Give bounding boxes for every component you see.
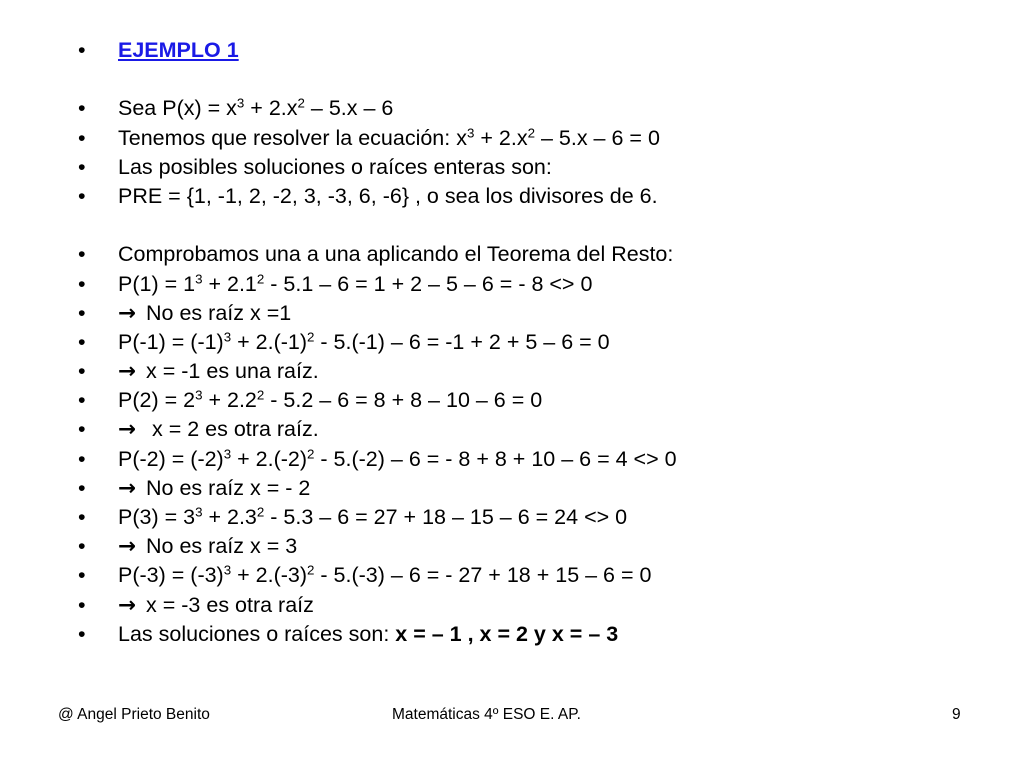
text: No es raíz x = - 2	[146, 475, 311, 500]
text: Tenemos que resolver la ecuación: x	[118, 125, 467, 150]
exponent: 3	[466, 125, 475, 141]
arrow-right-icon: →	[118, 300, 137, 326]
text: + 2.3	[202, 505, 257, 529]
text: - 5.1 – 6 = 1 + 2 – 5 – 6 = - 8 <> 0	[264, 271, 593, 296]
arrow-right-icon: →	[118, 417, 137, 443]
text: + 2.(-1)	[231, 329, 308, 354]
text: + 2.(-2)	[231, 446, 308, 471]
polynomial-line	[78, 94, 677, 123]
exponent: 2	[256, 504, 265, 520]
exponent: 2	[307, 446, 315, 462]
bullet-icon: •	[78, 388, 86, 413]
slide-title[interactable]: EJEMPLO 1	[118, 38, 239, 62]
text: - 5.2 – 6 = 8 + 8 – 10 – 6 = 0	[264, 388, 543, 413]
bullet-icon: •	[78, 446, 86, 471]
text: P(-1) = (-1)	[118, 329, 224, 354]
page-number: 9	[952, 706, 961, 723]
exponent: 2	[256, 271, 265, 287]
exponent: 3	[223, 563, 232, 579]
text: P(1) = 1	[118, 271, 196, 296]
solutions-line	[78, 620, 677, 649]
text: x = 2 es otra raíz.	[146, 417, 319, 442]
text: P(2) = 2	[118, 388, 196, 413]
arrow-right-icon: →	[118, 359, 137, 385]
text: - 5.(-3) – 6 = - 27 + 18 + 15 – 6 = 0	[314, 563, 652, 588]
exponent: 2	[256, 387, 265, 403]
result-pm1-line	[78, 357, 677, 386]
equation-line	[78, 124, 677, 153]
text: – 5.x – 6 = 0	[535, 125, 660, 150]
text: P(-3) = (-3)	[118, 563, 224, 588]
blank-line	[78, 65, 677, 94]
text: + 2.x	[244, 96, 298, 121]
bullet-icon: •	[78, 475, 86, 500]
bullet-icon: •	[78, 125, 86, 150]
exponent: 3	[195, 387, 203, 403]
bullet-icon: •	[78, 534, 86, 559]
exponent: 2	[297, 96, 305, 112]
exponent: 3	[195, 504, 203, 520]
bullet-icon: •	[78, 271, 86, 296]
text: P(-2) = (-2)	[118, 446, 224, 471]
pre-line	[78, 182, 677, 211]
text: + 2.1	[202, 271, 257, 296]
text: + 2.2	[202, 388, 257, 413]
text: + 2.x	[474, 125, 528, 150]
eval-pm2-line	[78, 445, 677, 474]
footer-course: Matemáticas 4º ESO E. AP.	[392, 706, 581, 723]
bullet-icon: •	[78, 563, 86, 588]
bullet-list	[78, 36, 677, 649]
exponent: 2	[527, 125, 535, 141]
bullet-icon: •	[78, 621, 86, 646]
arrow-right-icon: →	[118, 475, 137, 501]
result-p3-line	[78, 532, 677, 561]
arrow-right-icon: →	[118, 592, 137, 618]
text: x = -3 es otra raíz	[146, 592, 314, 617]
result-p1-line	[78, 299, 677, 328]
exponent: 3	[236, 96, 245, 112]
exponent: 3	[223, 446, 232, 462]
exponent: 2	[307, 563, 315, 579]
text: + 2.(-3)	[231, 563, 308, 588]
bullet-icon: •	[78, 300, 86, 325]
result-p2-line	[78, 415, 677, 444]
text: No es raíz x = 3	[146, 534, 298, 559]
exponent: 3	[223, 329, 232, 345]
bullet-icon: •	[78, 417, 86, 442]
eval-pm1-line	[78, 328, 677, 357]
text: - 5.(-2) – 6 = - 8 + 8 + 10 – 6 = 4 <> 0	[314, 446, 677, 471]
exponent: 2	[307, 329, 315, 345]
bullet-icon: •	[78, 154, 86, 179]
eval-p1-line	[78, 270, 677, 299]
bullet-icon: •	[78, 183, 86, 208]
bullet-icon: •	[78, 592, 86, 617]
text: - 5.(-1) – 6 = -1 + 2 + 5 – 6 = 0	[314, 329, 610, 354]
eval-p3-line	[78, 503, 677, 532]
text: PRE = {1, -1, 2, -2, 3, -3, 6, -6} , o sea los divisores de 6.	[118, 183, 658, 208]
text: - 5.3 – 6 = 27 + 18 – 15 – 6 = 24 <> 0	[264, 505, 628, 529]
bullet-icon: •	[78, 359, 86, 384]
bullet-icon: •	[78, 505, 86, 529]
result-pm2-line	[78, 474, 677, 503]
check-intro-line	[78, 240, 677, 269]
text: x = -1 es una raíz.	[146, 359, 319, 384]
text: No es raíz x =1	[146, 300, 292, 325]
bullet-icon: •	[78, 242, 86, 267]
bullet-icon: •	[78, 329, 86, 354]
arrow-right-icon: →	[118, 534, 137, 560]
footer-author: @ Angel Prieto Benito	[58, 706, 210, 723]
exponent: 3	[195, 271, 203, 287]
text: Comprobamos una a una aplicando el Teorema del Resto:	[118, 242, 674, 267]
result-pm3-line	[78, 591, 677, 620]
solutions-value: x = – 1 , x = 2 y x = – 3	[395, 621, 619, 646]
text: Las posibles soluciones o raíces enteras son:	[118, 154, 552, 179]
eval-pm3-line	[78, 561, 677, 590]
text: P(3) = 3	[118, 505, 196, 529]
eval-p2-line	[78, 386, 677, 415]
roots-intro-line	[78, 153, 677, 182]
bullet-icon: •	[78, 96, 86, 121]
text: – 5.x – 6	[304, 96, 394, 121]
text: Sea P(x) = x	[118, 96, 237, 121]
slide-title-line	[78, 36, 677, 65]
text: Las soluciones o raíces son:	[118, 621, 396, 646]
bullet-icon: •	[78, 38, 86, 62]
